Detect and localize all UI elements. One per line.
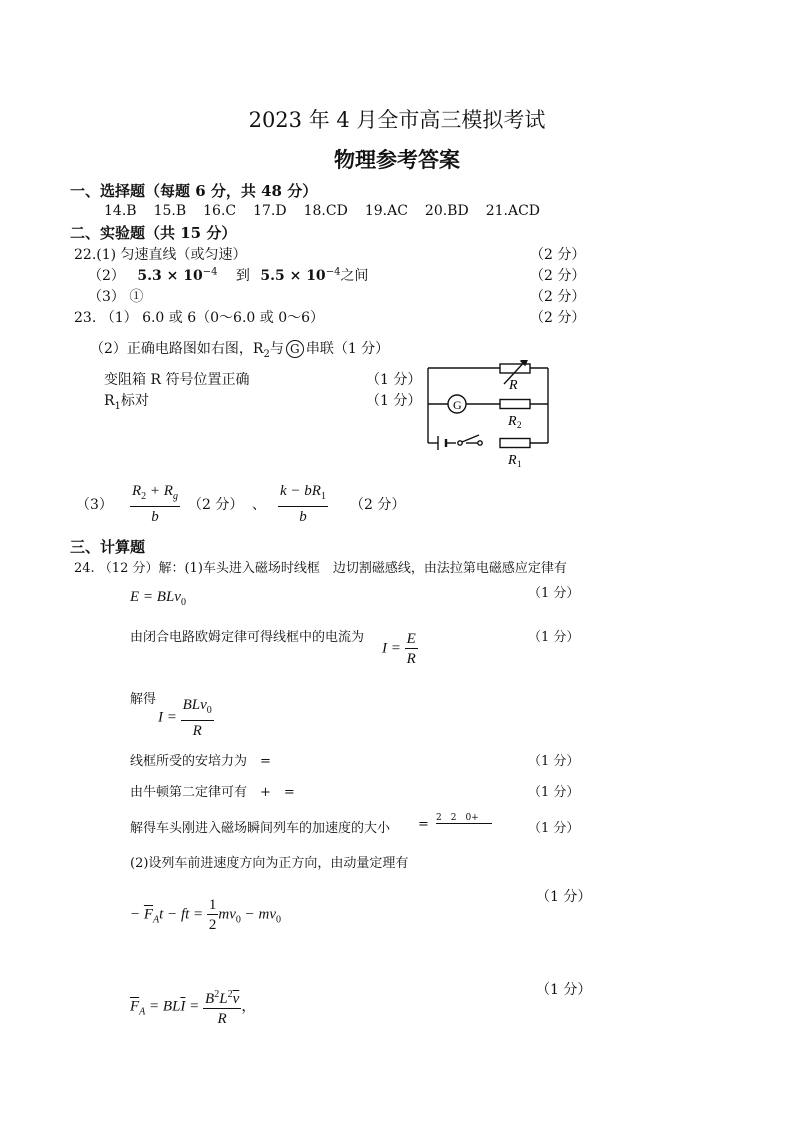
q23-box-r: 变阻箱 R 符号位置正确 (104, 372, 250, 388)
q23-r1-tail: 标对 (120, 393, 149, 409)
q23-separator: 、 (252, 497, 266, 513)
avg-force-score: （1 分） (536, 982, 592, 998)
page-title: 2023 年 4 月全市高三模拟考试 (248, 108, 546, 132)
switch-lever (462, 435, 479, 442)
label-r2: R (508, 414, 517, 429)
answer-14: 14.B (104, 203, 137, 219)
switch-pivot (458, 441, 462, 445)
page-subtitle: 物理参考答案 (334, 147, 460, 172)
frac1-den: b (151, 509, 159, 525)
newton-score: （1 分） (528, 785, 580, 800)
mom-sub2: 0 (276, 914, 282, 926)
resistor-r2 (500, 400, 530, 409)
answer-21: 21.ACD (485, 203, 540, 219)
mom-lhs-rest: t − ft = (159, 906, 204, 923)
switch-contact (478, 441, 482, 445)
q22-part1-score: （2 分） (530, 247, 586, 263)
circuit-diagram (420, 360, 560, 470)
q23-frac1-score: （2 分） (188, 497, 244, 513)
ohm-score: （1 分） (528, 630, 580, 645)
momentum-score: （1 分） (536, 889, 592, 905)
mom-rhs2: − mv (240, 906, 277, 923)
q23-with: 与 (269, 341, 284, 357)
ohm-law-text: 由闭合电路欧姆定律可得线框中的电流为 (130, 630, 365, 645)
q23-part3-label: （3） (76, 497, 113, 513)
accel-score: （1 分） (528, 821, 580, 836)
q23-part2 (90, 338, 389, 360)
section-3-heading: 三、计算题 (70, 538, 146, 556)
q23-r1 (104, 390, 149, 412)
q22-part1: 22.(1) 匀速直线（或匀速） (74, 247, 247, 263)
q22-part3-score: （2 分） (530, 289, 586, 305)
eq-current-solved (158, 696, 214, 740)
q22-to: 到 (235, 268, 250, 284)
q23-r1-sub: 1 (114, 400, 121, 412)
eq-i2-num: BLv (182, 697, 207, 713)
frac2-sub: 1 (320, 491, 326, 502)
label-r: R (509, 378, 518, 393)
galvanometer-symbol-icon: G (286, 340, 304, 358)
q23-r1-letter: R (104, 393, 115, 409)
fa-num-b: B (205, 991, 215, 1007)
eq-i2-lhs: I = (158, 709, 177, 726)
frac1-sub1: 2 (141, 491, 147, 502)
accel-text: 解得车头刚进入磁场瞬间列车的加速度的大小 (130, 821, 391, 836)
galv-label: G (453, 398, 462, 412)
q23-fraction-2 (278, 482, 328, 526)
eq-avg-force (130, 986, 256, 1028)
answer-20: 20.BD (424, 203, 469, 219)
fa-sup2: 2 (227, 989, 233, 1000)
q23-box-r-score: （1 分） (366, 372, 422, 388)
solve-label: 解得 (130, 692, 157, 707)
label-r2-sub: 2 (517, 420, 522, 430)
ampere-score: （1 分） (528, 754, 580, 769)
answer-18: 18.CD (303, 203, 348, 219)
eq-current (382, 630, 418, 668)
mom-rhs: mv (218, 906, 236, 923)
q22-part2-label: （2） (88, 268, 125, 284)
ampere-force-text: 线框所受的安培力为 = (130, 754, 271, 769)
eq-i2-den: R (192, 723, 202, 739)
section-1-heading: 一、选择题（每题 6 分，共 48 分） (70, 182, 318, 200)
fa-sup1: 2 (214, 989, 220, 1000)
q23-part1-score: （2 分） (530, 310, 586, 326)
frac1-rg: + R (146, 483, 173, 499)
fa-i: $\overline{I}$ (180, 998, 186, 1015)
fa-den: R (217, 1011, 227, 1027)
frac2-den: b (299, 509, 307, 525)
fa-sub: A (139, 1006, 146, 1018)
frac1-r2: R (132, 483, 142, 499)
fa-num-l: L (219, 991, 228, 1007)
part2-text: (2)设列车前进速度方向为正方向，由动量定理有 (130, 856, 409, 871)
q23-r2-sub: 2 (263, 348, 270, 360)
q23-r1-score: （1 分） (366, 393, 422, 409)
frac1-sub2: g (172, 491, 178, 502)
frac2-num: k − bR (280, 483, 321, 499)
fa-eq2: = (189, 998, 200, 1015)
mom-f: $\overline{F}$ (143, 906, 154, 923)
answer-17: 17.D (253, 203, 287, 219)
q23-part2-text: （2）正确电路图如右图，R (90, 341, 264, 357)
eq-i2-sub: 0 (206, 705, 212, 716)
eq-emf-score: （1 分） (528, 586, 580, 601)
answer-19: 19.AC (364, 203, 408, 219)
q22-value-high: 5.5 × 10 (260, 268, 326, 284)
q23-part1: 23. （1） 6.0 或 6（0～6.0 或 0～6） (74, 310, 325, 326)
eq-emf (130, 589, 186, 608)
fa-eq: = BL (149, 998, 181, 1015)
label-r1-sub: 1 (517, 459, 522, 469)
eq-current-lhs: I = (382, 640, 401, 657)
q22-part2-score: （2 分） (530, 268, 586, 284)
q22-range-tail: 之间 (340, 268, 369, 284)
fa-num-v: $\overline{v}$ (232, 991, 240, 1007)
q23-series: 串联（1 分） (305, 341, 390, 357)
eq-momentum (130, 896, 281, 934)
mom-half-num: 1 (208, 897, 217, 913)
q22-value-low: 5.3 × 10 (137, 268, 203, 284)
answer-16: 16.C (203, 203, 237, 219)
fa-f: $\overline{F}$ (130, 998, 140, 1015)
eq-current-num: E (406, 631, 416, 647)
q22-exp-high: −4 (325, 266, 341, 278)
mom-minus: − (130, 906, 144, 923)
newton-text: 由牛顿第二定律可有 + = (130, 785, 295, 800)
label-r1: R (508, 453, 517, 468)
q22-part3: （3） ① (88, 289, 144, 305)
eq-emf-sub: 0 (180, 597, 186, 608)
fa-comma: ， (241, 998, 257, 1015)
mom-sub1: 0 (235, 914, 241, 926)
section-2-heading: 二、实验题（共 15 分） (70, 224, 237, 242)
accel-fraction: 2 2 0+ (436, 810, 492, 824)
mom-f-sub: A (153, 914, 160, 926)
eq-emf-text: E = BLv (130, 589, 181, 605)
answer-15: 15.B (153, 203, 187, 219)
choice-answers (104, 203, 557, 219)
q24-intro: 24. （12 分）解：(1)车头进入磁场时线框 边切割磁感线，由法拉第电磁感应定律有 (74, 561, 567, 576)
resistor-r1 (500, 439, 530, 448)
q23-frac2-score: （2 分） (350, 497, 406, 513)
eq-current-den: R (406, 651, 416, 667)
mom-half-den: 2 (208, 917, 217, 933)
q22-part2 (88, 265, 368, 285)
accel-eq: = (418, 817, 429, 832)
q23-fraction-1 (130, 482, 180, 526)
q22-exp-low: −4 (202, 266, 218, 278)
